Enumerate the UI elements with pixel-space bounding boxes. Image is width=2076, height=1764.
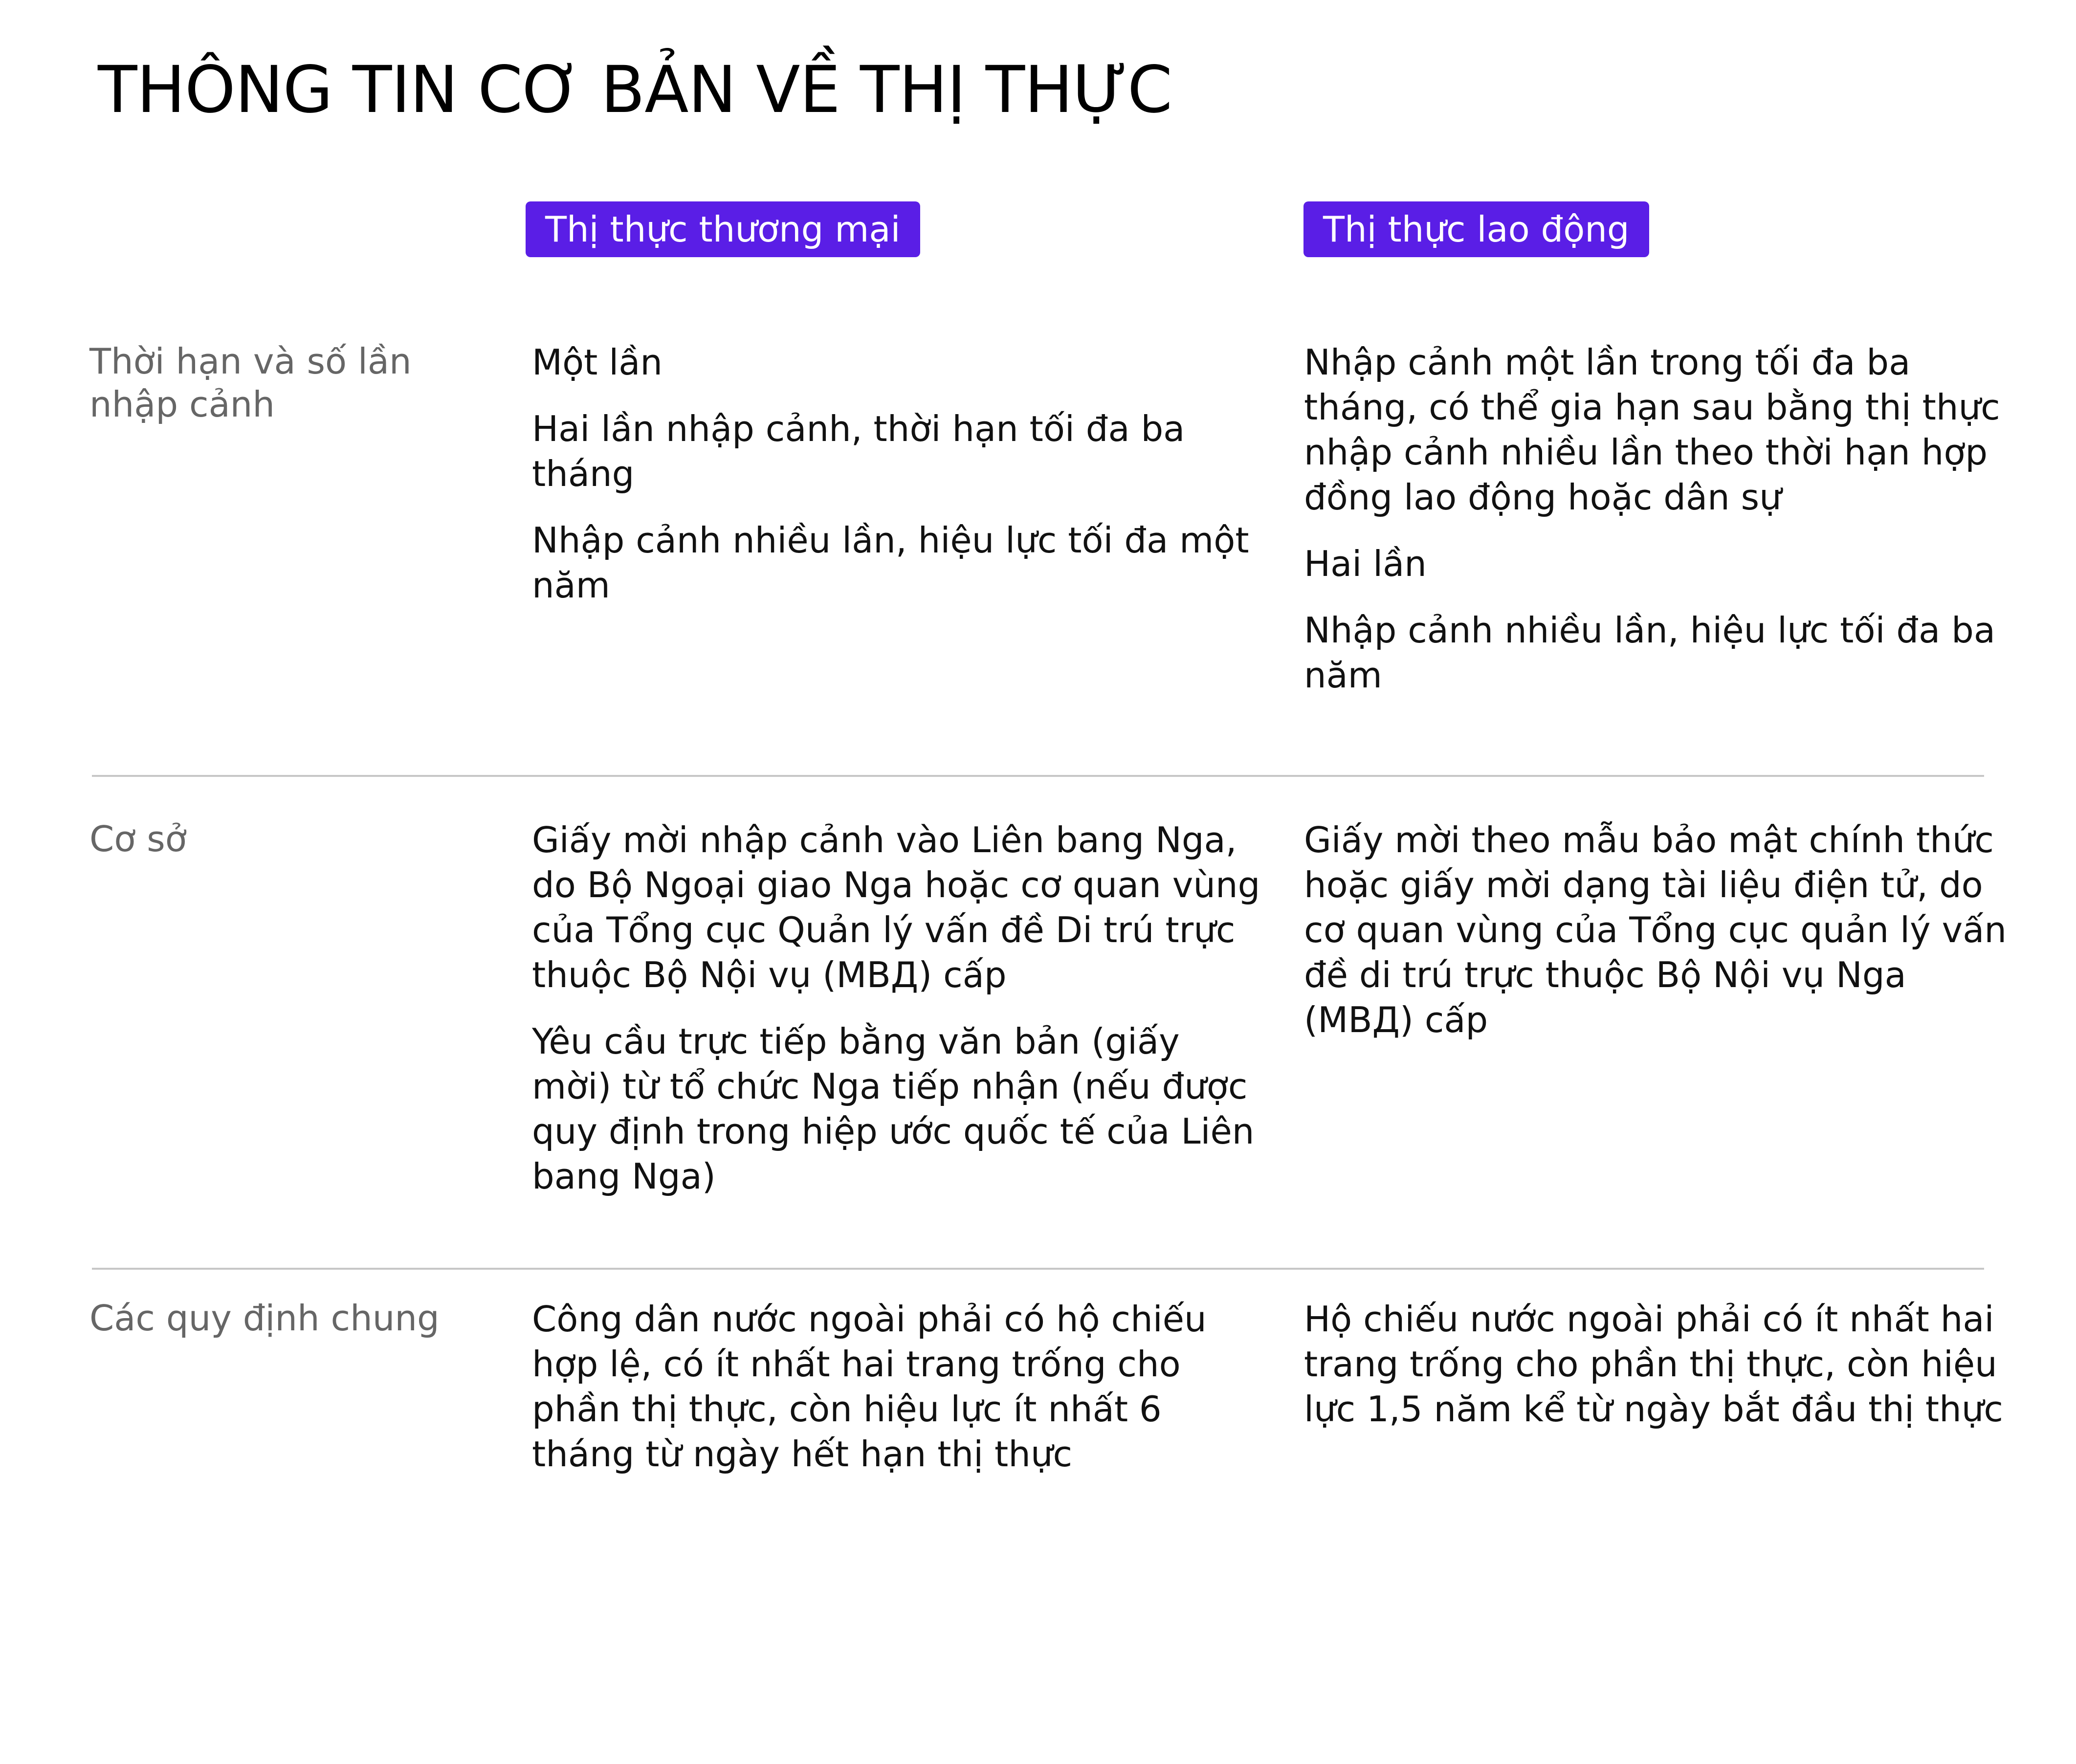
cell-commercial-basis <box>532 817 1265 1199</box>
cell-item: Một lần <box>532 342 663 383</box>
cell-labor-general-rules <box>1304 1297 2013 1432</box>
column-header-labor-visa: Thị thực lao động <box>1303 201 1649 257</box>
cell-labor-duration <box>1304 340 2013 698</box>
row-label-general-rules: Các quy định chung <box>89 1298 440 1339</box>
cell-item: Yêu cầu trực tiếp bằng văn bản (giấy mời) từ tổ chức Nga tiếp nhận (nếu được quy định trong hiệp ước quốc tế của Liên bang Nga) <box>532 1021 1255 1197</box>
cell-item: Công dân nước ngoài phải có hộ chiếu hợp lệ, có ít nhất hai trang trống cho phần thị thực, còn hiệu lực ít nhất 6 tháng từ ngày hết hạn thị thực <box>532 1299 1207 1475</box>
row-divider <box>92 775 1984 777</box>
cell-item: Nhập cảnh nhiều lần, hiệu lực tối đa một năm <box>532 520 1249 606</box>
cell-item: Giấy mời nhập cảnh vào Liên bang Nga, do Bộ Ngoại giao Nga hoặc cơ quan vùng của Tổng cục Quản lý vấn đề Di trú trực thuộc Bộ Nội vụ (МВД) cấp <box>532 819 1260 995</box>
cell-item: Nhập cảnh một lần trong tối đa ba tháng, có thể gia hạn sau bằng thị thực nhập cảnh nhiều lần theo thời hạn hợp đồng lao động hoặc dân sự <box>1304 342 2000 518</box>
cell-commercial-general-rules <box>532 1297 1265 1477</box>
row-label-duration-entries: Thời hạn và số lần nhập cảnh <box>89 341 412 425</box>
cell-item: Giấy mời theo mẫu bảo mật chính thức hoặc giấy mời dạng tài liệu điện tử, do cơ quan vùng của Tổng cục quản lý vấn đề di trú trực thuộc Bộ Nội vụ Nga (МВД) cấp <box>1304 819 2007 1040</box>
cell-commercial-duration <box>532 340 1265 608</box>
row-divider <box>92 1268 1984 1270</box>
cell-item: Nhập cảnh nhiều lần, hiệu lực tối đa ba năm <box>1304 610 1995 696</box>
column-header-commercial-visa: Thị thực thương mại <box>526 201 920 257</box>
page-title: THÔNG TIN CƠ BẢN VỀ THỊ THỰC <box>98 52 1172 128</box>
cell-item: Hai lần <box>1304 543 1427 584</box>
row-label-basis: Cơ sở <box>89 818 187 860</box>
cell-item: Hai lần nhập cảnh, thời hạn tối đa ba tháng <box>532 408 1185 494</box>
cell-labor-basis <box>1304 817 2013 1042</box>
cell-item: Hộ chiếu nước ngoài phải có ít nhất hai trang trống cho phần thị thực, còn hiệu lực 1,5 năm kể từ ngày bắt đầu thị thực <box>1304 1299 2003 1430</box>
